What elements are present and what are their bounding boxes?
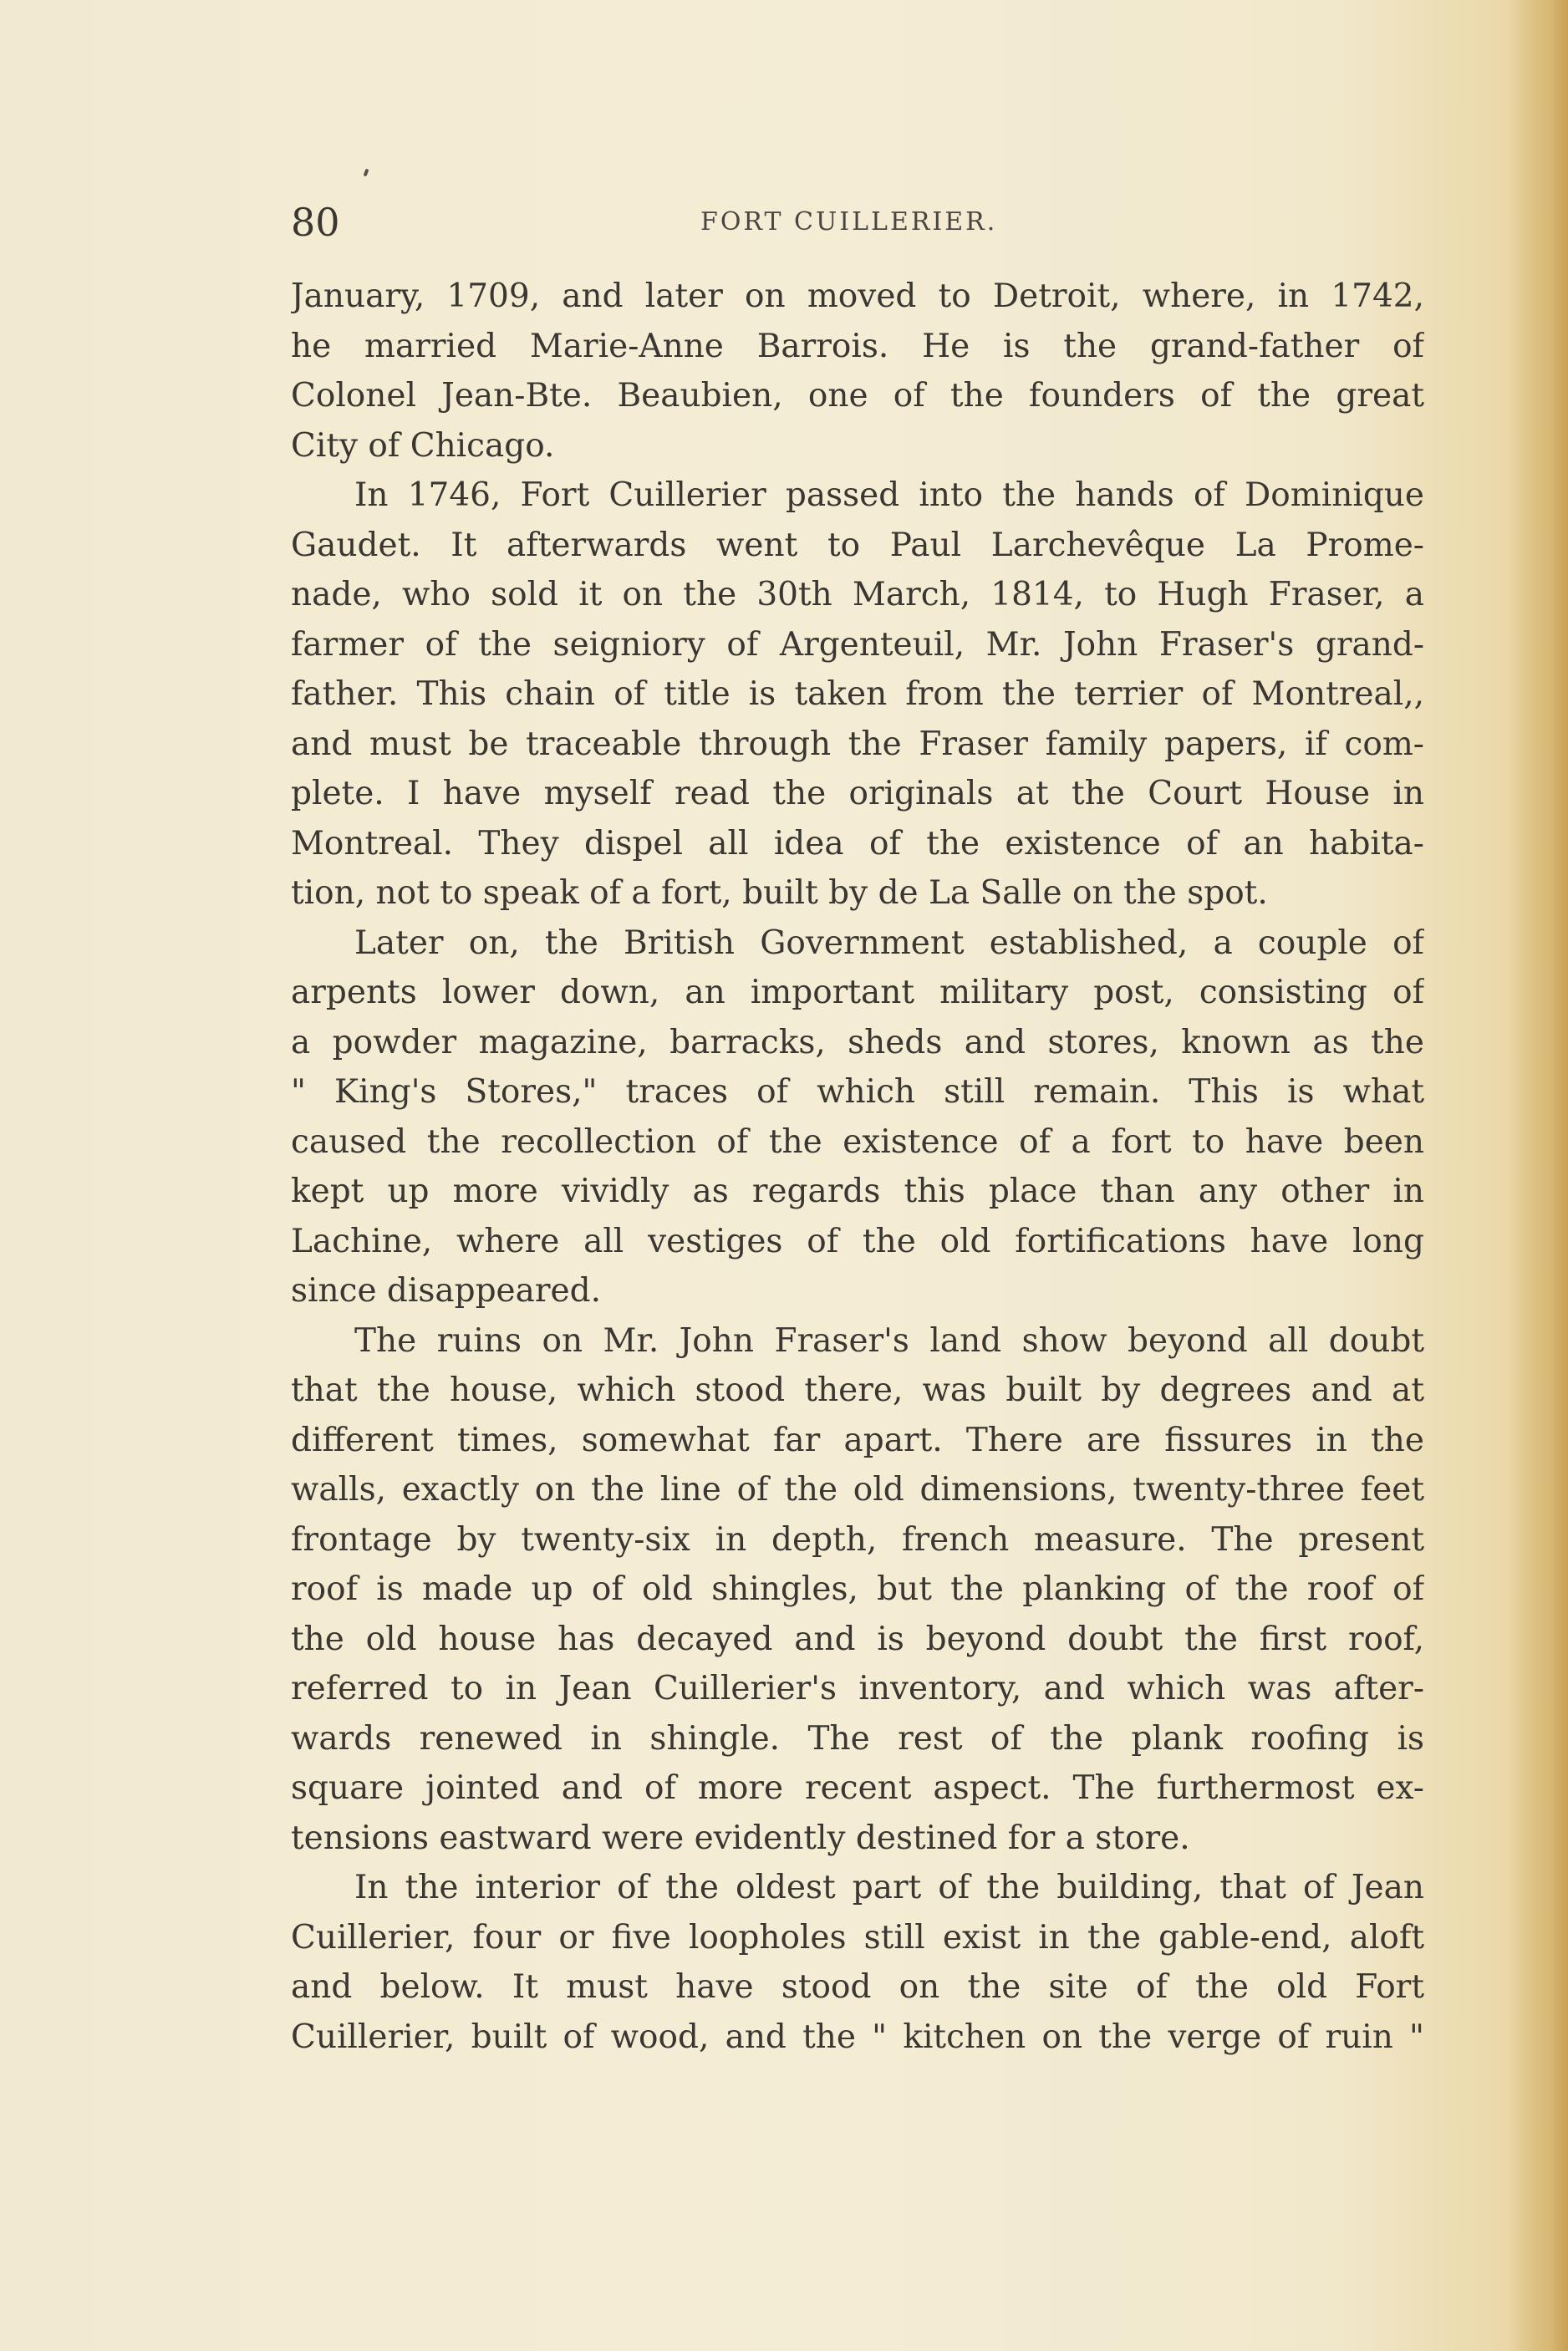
- text-line: farmer of the seigniory of Argenteuil, Mr. John Fraser's grand-: [291, 625, 1424, 664]
- page-number: 80: [291, 200, 340, 245]
- text-line: he married Marie-Anne Barrois. He is the grand-father of: [291, 327, 1424, 365]
- text-line: In 1746, Fort Cuillerier passed into the hands of Dominique: [354, 476, 1424, 514]
- text-line: roof is made up of old shingles, but the planking of the roof of: [291, 1570, 1424, 1608]
- ink-speck: [364, 169, 369, 177]
- text-line: The ruins on Mr. John Fraser's land show beyond all doubt: [354, 1321, 1424, 1360]
- text-line: frontage by twenty-six in depth, french measure. The present: [291, 1520, 1424, 1559]
- text-line: different times, somewhat far apart. There are fissures in the: [291, 1421, 1424, 1459]
- text-line: kept up more vividly as regards this place than any other in: [291, 1173, 1424, 1210]
- page-edge-shading: [1509, 0, 1568, 2351]
- text-line: plete. I have myself read the originals at the Court House in: [291, 775, 1424, 812]
- text-line: walls, exactly on the line of the old dimensions, twenty-three feet: [291, 1471, 1424, 1509]
- text-line: father. This chain of title is taken from the terrier of Montreal,,: [291, 675, 1424, 713]
- text-line: January, 1709, and later on moved to Detroit, where, in 1742,: [291, 277, 1424, 315]
- text-line: nade, who sold it on the 30th March, 1814, to Hugh Fraser, a: [291, 576, 1424, 613]
- text-line: a powder magazine, barracks, sheds and stores, known as the: [291, 1023, 1424, 1061]
- text-line: arpents lower down, an important military post, consisting of: [291, 974, 1424, 1011]
- text-line: that the house, which stood there, was built by degrees and at: [291, 1371, 1424, 1409]
- text-line: Cuillerier, built of wood, and the " kitchen on the verge of ruin ": [291, 2018, 1424, 2056]
- body-text: [291, 272, 1424, 2062]
- text-line: and below. It must have stood on the site of the old Fort: [291, 1968, 1424, 2006]
- text-line: and must be traceable through the Fraser family papers, if com-: [291, 725, 1424, 763]
- text-line: " King's Stores," traces of which still remain. This is what: [291, 1073, 1424, 1111]
- text-line: Later on, the British Government established, a couple of: [354, 924, 1424, 962]
- text-line: In the interior of the oldest part of the building, that of Jean: [354, 1869, 1424, 1906]
- text-line: since disappeared.: [291, 1272, 601, 1310]
- text-line: tion, not to speak of a fort, built by de La Salle on the spot.: [291, 874, 1268, 912]
- text-line: wards renewed in shingle. The rest of the plank roofing is: [291, 1719, 1424, 1758]
- text-line: referred to in Jean Cuillerier's inventory, and which was after-: [291, 1670, 1424, 1707]
- text-line: square jointed and of more recent aspect. The furthermost ex-: [291, 1769, 1424, 1807]
- text-line: Montreal. They dispel all idea of the existence of an habita-: [291, 824, 1424, 863]
- text-line: City of Chicago.: [291, 426, 555, 465]
- text-line: Colonel Jean-Bte. Beaubien, one of the founders of the great: [291, 377, 1424, 415]
- text-line: Lachine, where all vestiges of the old fortifications have long: [291, 1222, 1424, 1260]
- text-line: Gaudet. It afterwards went to Paul Larchevêque La Prome-: [291, 526, 1424, 564]
- text-line: tensions eastward were evidently destined for a store.: [291, 1819, 1190, 1857]
- text-line: the old house has decayed and is beyond doubt the first roof,: [291, 1620, 1424, 1658]
- running-title: FORT CUILLERIER.: [700, 207, 998, 237]
- text-line: Cuillerier, four or five loopholes still exist in the gable-end, aloft: [291, 1918, 1424, 1957]
- text-line: caused the recollection of the existence of a fort to have been: [291, 1122, 1424, 1161]
